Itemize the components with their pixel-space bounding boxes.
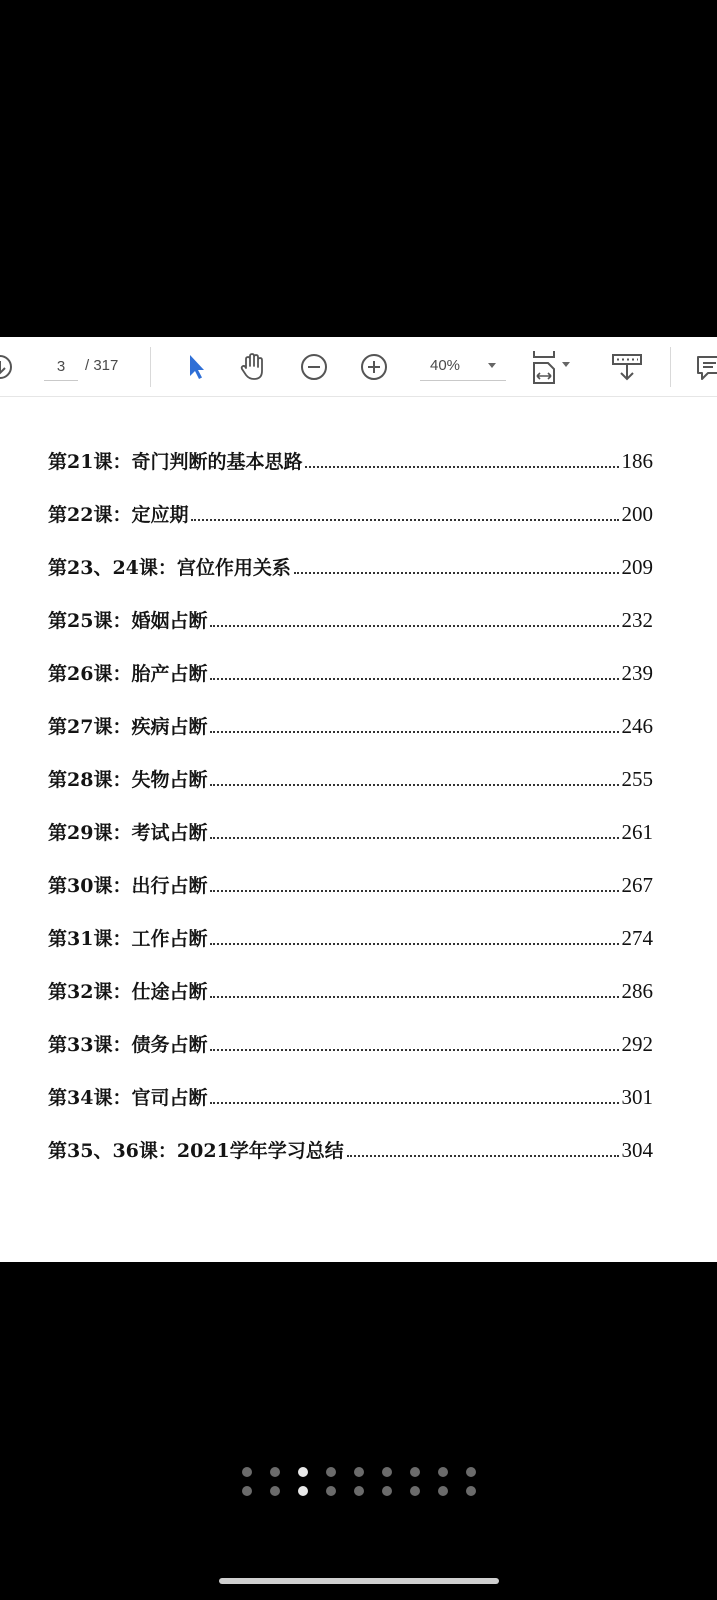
page-dot[interactable] <box>326 1467 336 1477</box>
toc-leader <box>294 571 619 574</box>
toc-entry-title: 第23、24课：宫位作用关系 <box>48 557 291 579</box>
page-dot[interactable] <box>438 1486 448 1496</box>
page-total-label: / 317 <box>85 357 119 374</box>
toolbar-divider <box>150 347 151 387</box>
toc-entry-page: 255 <box>621 767 653 791</box>
page-dot[interactable] <box>298 1467 308 1477</box>
dropdown-caret-icon <box>486 358 498 375</box>
zoom-out-icon[interactable] <box>294 347 334 387</box>
toc-entry-page: 200 <box>621 502 653 526</box>
toc-entry-title: 第26课：胎产占断 <box>48 663 208 685</box>
page-dot[interactable] <box>298 1486 308 1496</box>
zoom-in-icon[interactable] <box>354 347 394 387</box>
toc-entry-title: 第33课：债务占断 <box>48 1034 208 1056</box>
toc-entry-title: 第28课：失物占断 <box>48 769 208 791</box>
toc-entry-title: 第27课：疾病占断 <box>48 716 208 738</box>
toc-leader <box>210 889 618 892</box>
page-dot[interactable] <box>438 1467 448 1477</box>
page-dot[interactable] <box>270 1486 280 1496</box>
toc-entry[interactable] <box>48 493 653 527</box>
zoom-level-select[interactable] <box>420 352 506 381</box>
toc-leader <box>210 836 618 839</box>
toc-entry[interactable] <box>48 652 653 686</box>
toc-entry[interactable] <box>48 1129 653 1163</box>
toc-entry-page: 239 <box>621 661 653 685</box>
toc-entry-page: 209 <box>621 555 653 579</box>
toc-entry[interactable] <box>48 705 653 739</box>
fit-page-icon[interactable] <box>528 347 576 387</box>
toc-entry-page: 246 <box>621 714 653 738</box>
toc-entry-title: 第22课：定应期 <box>48 504 189 526</box>
toc-entry-page: 274 <box>621 926 653 950</box>
toc-entry-title: 第34课：官司占断 <box>48 1087 208 1109</box>
toolbar-divider <box>670 347 671 387</box>
toc-leader <box>305 465 618 468</box>
toc-entry-page: 232 <box>621 608 653 632</box>
page-dot[interactable] <box>326 1486 336 1496</box>
toc-entry-title: 第21课：奇门判断的基本思路 <box>48 451 303 473</box>
toc-entry[interactable] <box>48 1076 653 1110</box>
hand-pan-icon[interactable] <box>233 347 273 387</box>
home-indicator[interactable] <box>219 1578 499 1584</box>
page-dot[interactable] <box>242 1467 252 1477</box>
toc-entry[interactable] <box>48 864 653 898</box>
toc-leader <box>191 518 618 521</box>
toc-entry-title: 第25课：婚姻占断 <box>48 610 208 632</box>
toc-entry[interactable] <box>48 599 653 633</box>
toc-entry-title: 第29课：考试占断 <box>48 822 208 844</box>
toc-leader <box>210 1101 618 1104</box>
toc-entry-page: 292 <box>621 1032 653 1056</box>
toc-leader <box>210 624 618 627</box>
toc-leader <box>210 995 618 998</box>
toc-entry-page: 267 <box>621 873 653 897</box>
page-dot[interactable] <box>466 1486 476 1496</box>
comment-icon[interactable] <box>690 347 717 387</box>
toc-entry[interactable] <box>48 440 653 474</box>
scroll-mode-icon[interactable] <box>605 347 649 387</box>
page-dot[interactable] <box>354 1467 364 1477</box>
select-cursor-icon[interactable] <box>176 347 216 387</box>
previous-page-icon[interactable] <box>0 347 20 387</box>
toc-entry[interactable] <box>48 970 653 1004</box>
page-dot[interactable] <box>270 1467 280 1477</box>
page-dot[interactable] <box>354 1486 364 1496</box>
toc-entry-page: 286 <box>621 979 653 1003</box>
toc-entry[interactable] <box>48 1023 653 1057</box>
toc-entry-title: 第35、36课：2021学年学习总结 <box>48 1140 344 1162</box>
pdf-toolbar <box>0 337 717 397</box>
page-dot[interactable] <box>382 1486 392 1496</box>
toc-entry[interactable] <box>48 811 653 845</box>
page-number-input[interactable] <box>44 352 78 381</box>
toc-entry[interactable] <box>48 546 653 580</box>
toc-entry-title: 第32课：仕途占断 <box>48 981 208 1003</box>
toc-entry-title: 第31课：工作占断 <box>48 928 208 950</box>
page-dot[interactable] <box>382 1467 392 1477</box>
toc-leader <box>210 1048 618 1051</box>
page-indicator <box>0 1486 717 1496</box>
pdf-page <box>0 397 717 1262</box>
toc-entry-page: 304 <box>621 1138 653 1162</box>
page-dot[interactable] <box>466 1467 476 1477</box>
toc-entry-page: 261 <box>621 820 653 844</box>
toc-entry-title: 第30课：出行占断 <box>48 875 208 897</box>
page-indicator <box>0 1467 717 1477</box>
toc-entry-page: 301 <box>621 1085 653 1109</box>
toc-leader <box>210 730 618 733</box>
toc-entry-page: 186 <box>621 449 653 473</box>
toc-leader <box>347 1154 619 1157</box>
toc-entry[interactable] <box>48 758 653 792</box>
page-dot[interactable] <box>242 1486 252 1496</box>
toc-entry[interactable] <box>48 917 653 951</box>
toc-leader <box>210 677 618 680</box>
toc-leader <box>210 783 618 786</box>
toc-leader <box>210 942 618 945</box>
page-dot[interactable] <box>410 1486 420 1496</box>
page-dot[interactable] <box>410 1467 420 1477</box>
zoom-level-value: 40% <box>430 357 461 374</box>
